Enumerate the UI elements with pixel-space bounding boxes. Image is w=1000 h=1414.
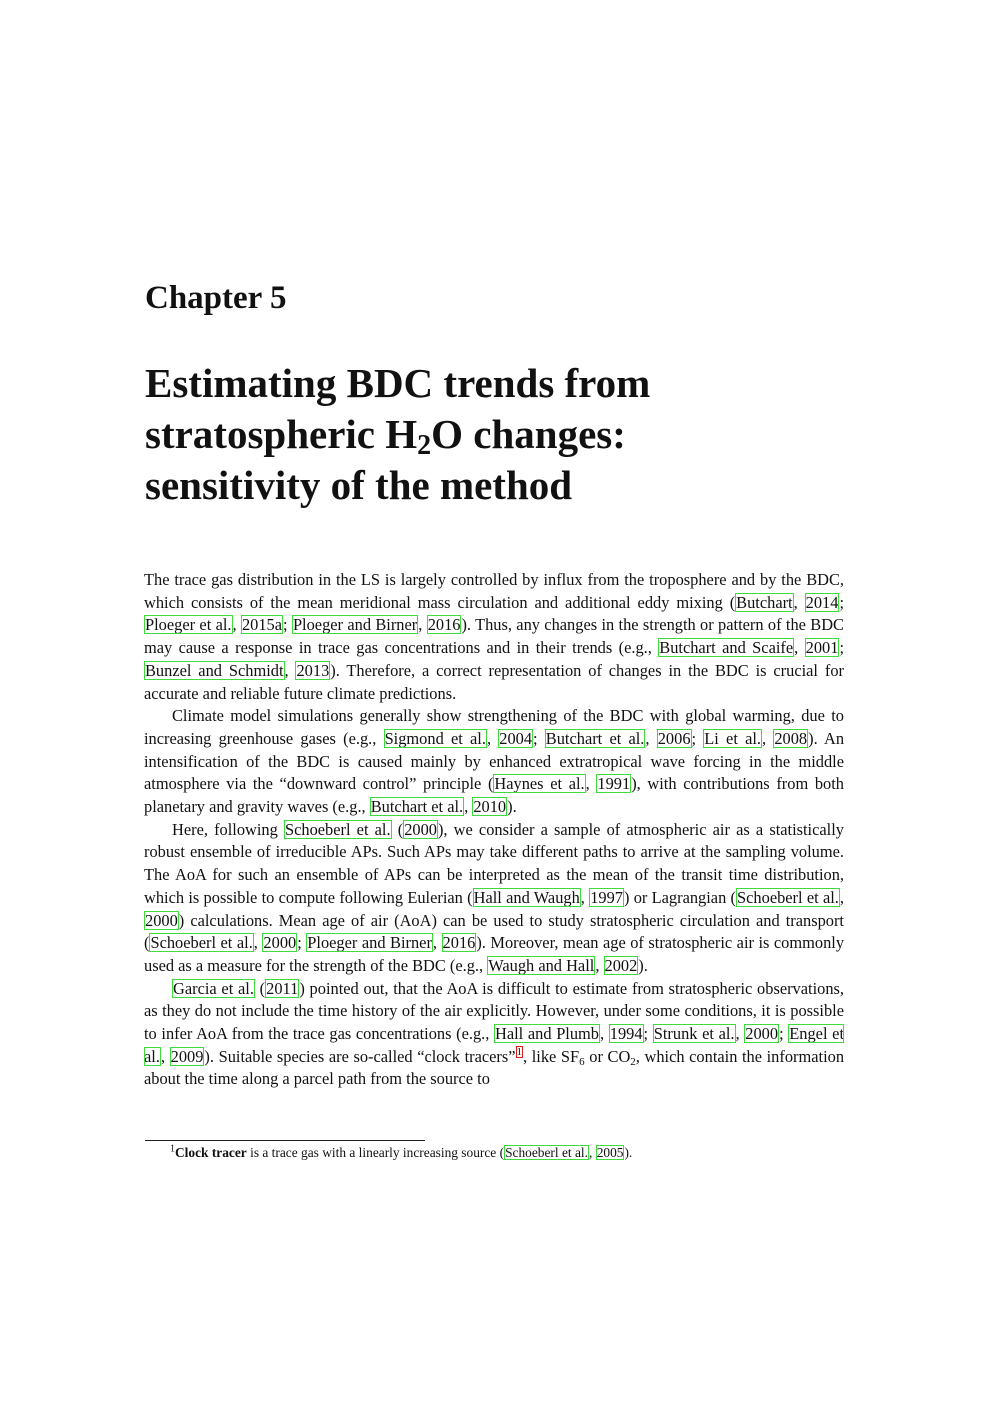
citation-link[interactable]: Hall and Plumb: [495, 1024, 599, 1044]
text: ,: [232, 615, 241, 635]
citation-link[interactable]: 2010: [473, 797, 507, 817]
citation-link[interactable]: Ploeger et al.: [145, 615, 232, 635]
citation-link[interactable]: Butchart: [736, 592, 793, 612]
paragraph-2: [144, 705, 844, 819]
chapter-title-line-2: [145, 409, 865, 460]
citation-link[interactable]: Garcia et al.: [173, 978, 254, 998]
citation-link[interactable]: Ploeger and Birner: [307, 933, 432, 953]
text: ,: [580, 887, 590, 907]
text: is a trace gas with a linearly increasing source (: [246, 1145, 505, 1160]
text: ). An intensification of the BDC is caused mainly by enhanced extratropical wave forcing in the middle atmosphere via the “downward control” principle (: [144, 728, 845, 794]
text: ) or Lagrangian (: [623, 887, 737, 907]
text: , which contain the information about the time along a parcel path from the source to: [144, 1046, 845, 1089]
citation-link[interactable]: 2000: [745, 1024, 779, 1044]
citation-link[interactable]: 1997: [590, 887, 623, 907]
title-text: O changes:: [431, 411, 626, 457]
text: (: [391, 819, 404, 839]
citation-link[interactable]: Hall and Waugh: [473, 887, 580, 907]
citation-link[interactable]: 2000: [145, 910, 178, 930]
citation-link[interactable]: 2004: [499, 728, 533, 748]
text: ,: [839, 887, 845, 907]
text: ,: [600, 1024, 609, 1044]
text: ;: [297, 933, 307, 953]
citation-link[interactable]: Butchart and Scaife: [659, 638, 794, 658]
text: Climate model simulations generally show strengthening of the BDC with global warming, due to increasing greenhouse gases (e.g.,: [144, 706, 844, 748]
text: ).: [507, 797, 517, 817]
text: ). Suitable species are so-called “clock tracers”: [204, 1046, 516, 1066]
text: (: [254, 978, 266, 998]
text: ,: [585, 774, 597, 794]
text: ,: [762, 728, 774, 748]
text: Here, following: [172, 819, 284, 839]
citation-link[interactable]: Schoeberl et al.: [505, 1145, 588, 1160]
text: ). Therefore, a correct representation of changes in the BDC is crucial for accurate and reliable future climate predictions.: [144, 660, 844, 703]
chapter-title-line-3: sensitivity of the method: [145, 462, 573, 508]
chapter-label: Chapter 5: [145, 280, 287, 316]
text: ), we consider a sample of atmospheric air as a statistically robust ensemble of irreducible APs. Such APs may take different paths to arrive at the sampling volume. The AoA for such an ensemble of APs can be interpreted as the mean of the transit time distribution, which is possible to compute following Eulerian (: [144, 819, 844, 907]
citation-link[interactable]: 2011: [266, 978, 299, 998]
footnote-mark: 1: [170, 1143, 175, 1155]
subscript: 2: [630, 1055, 636, 1068]
citation-link[interactable]: 2001: [805, 638, 839, 658]
text: or CO: [584, 1046, 631, 1066]
text: , like SF: [523, 1046, 580, 1066]
text: ;: [839, 592, 844, 612]
text: ,: [645, 728, 657, 748]
citation-link[interactable]: Bunzel and Schmidt: [145, 660, 284, 680]
text: ,: [793, 592, 805, 612]
citation-link[interactable]: Waugh and Hall: [488, 955, 595, 975]
text: ;: [779, 1024, 789, 1044]
text: ). Moreover, mean age of stratospheric air is commonly used as a measure for the strength of the BDC (e.g.,: [144, 933, 845, 975]
citation-link[interactable]: Li et al.: [704, 728, 762, 748]
text: ,: [794, 638, 805, 658]
citation-link[interactable]: Schoeberl et al.: [737, 887, 839, 907]
text: ).: [638, 955, 648, 975]
text: ).: [624, 1145, 633, 1160]
chapter-title: [145, 358, 865, 511]
text: ;: [533, 728, 545, 748]
paragraph-1: [144, 569, 844, 705]
citation-link[interactable]: Haynes et al.: [494, 774, 585, 794]
citation-link[interactable]: 2013: [296, 660, 330, 680]
citation-link[interactable]: 2015a: [241, 615, 283, 635]
citation-link[interactable]: 2000: [263, 933, 297, 953]
citation-link[interactable]: 2014: [805, 592, 839, 612]
text: ,: [432, 933, 442, 953]
text: ;: [691, 728, 704, 748]
text: ,: [735, 1024, 745, 1044]
text: ,: [588, 1145, 596, 1160]
footnote-term: Clock tracer: [175, 1145, 247, 1160]
citation-link[interactable]: Engel et al.: [144, 1024, 844, 1066]
citation-link[interactable]: 2008: [774, 728, 808, 748]
citation-link[interactable]: 2000: [404, 819, 437, 839]
text: ,: [595, 955, 604, 975]
footnote-divider: [145, 1140, 425, 1141]
citation-link[interactable]: Schoeberl et al.: [284, 819, 391, 839]
text: ,: [160, 1046, 170, 1066]
text: ). Thus, any changes in the strength or pattern of the BDC may cause a response in trace gas concentrations and in their trends (e.g.,: [144, 615, 844, 658]
body-text: [144, 569, 844, 1091]
text: ;: [839, 638, 844, 658]
citation-link[interactable]: Strunk et al.: [653, 1024, 735, 1044]
chapter-title-line-1: Estimating BDC trends from: [145, 360, 651, 406]
citation-link[interactable]: Butchart et al.: [370, 797, 464, 817]
citation-link[interactable]: 2005: [596, 1145, 624, 1160]
citation-link[interactable]: 2002: [604, 955, 638, 975]
text: ;: [643, 1024, 653, 1044]
text: ) calculations. Mean age of air (AoA) can be used to study stratospheric circulation and transport (: [144, 910, 844, 953]
citation-link[interactable]: Sigmond et al.: [384, 728, 486, 748]
title-subscript: 2: [417, 430, 432, 461]
citation-link[interactable]: 2016: [442, 933, 476, 953]
citation-link[interactable]: 2006: [657, 728, 691, 748]
text: ), with contributions from both planetary and gravity waves (e.g.,: [144, 774, 844, 817]
text: ,: [464, 797, 473, 817]
paragraph-4: [144, 978, 844, 1092]
citation-link[interactable]: Schoeberl et al.: [150, 933, 253, 953]
subscript: 6: [579, 1055, 585, 1068]
text: ,: [284, 660, 296, 680]
footnote-ref-link[interactable]: 1: [516, 1046, 523, 1059]
text: ;: [283, 615, 292, 635]
text: The trace gas distribution in the LS is largely controlled by influx from the troposphere and by the BDC, which consists of the mean meridional mass circulation and additional eddy mixing (: [144, 570, 844, 612]
citation-link[interactable]: 2016: [427, 615, 461, 635]
citation-link[interactable]: Ploeger and Birner: [292, 615, 418, 635]
paragraph-3: [144, 819, 844, 978]
citation-link[interactable]: Butchart et al.: [545, 728, 645, 748]
text: ,: [253, 933, 263, 953]
footnote: [170, 1144, 860, 1162]
text: ,: [418, 615, 427, 635]
text: ) pointed out, that the AoA is difficult to estimate from stratospheric observations, as they do not include the time history of the air explicitly. However, under some conditions, it is possible to infer AoA from the trace gas concentrations (e.g.,: [144, 978, 845, 1044]
citation-link[interactable]: 1994: [609, 1024, 643, 1044]
text: ,: [486, 728, 499, 748]
citation-link[interactable]: 1991: [597, 774, 631, 794]
title-text: stratospheric H: [145, 411, 418, 457]
citation-link[interactable]: 2009: [170, 1046, 204, 1066]
